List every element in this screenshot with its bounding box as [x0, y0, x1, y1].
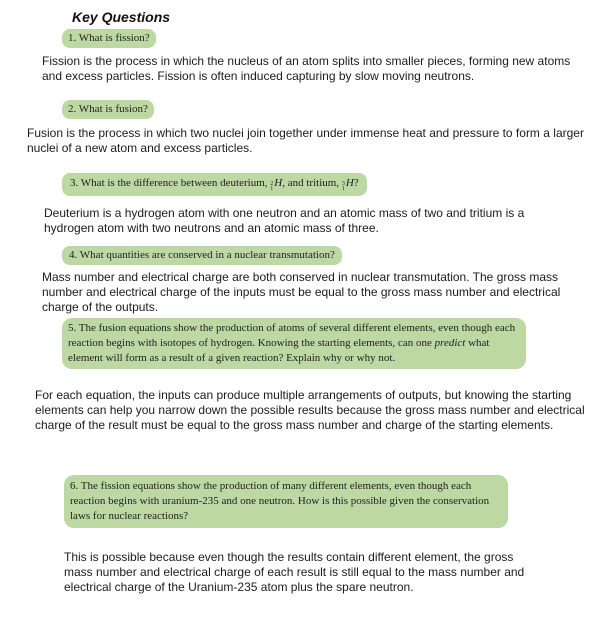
answer-3: Deuterium is a hydrogen atom with one neutron and an atomic mass of two and tritium is a hydrogen atom with two neutrons and an atomic mass of three.	[44, 206, 525, 235]
answer-1: Fission is the process in which the nucleus of an atom splits into smaller pieces, forming new atoms and excess particles. Fission is often induced capturing by slow moving neutrons.	[42, 54, 571, 83]
answer-5: For each equation, the inputs can produce multiple arrangements of outputs, but knowing the starting elements can help you narrow down the possible results because the gross mass number and electrical charge of the result must be equal to the gross mass number and charge of the starting elements.	[35, 388, 585, 432]
question-5-emphasis: predict	[434, 337, 466, 349]
question-3-text-a: 3. What is the difference between deuterium,	[70, 177, 268, 189]
question-1: 1. What is fission?	[62, 29, 156, 48]
question-3-text-c: ?	[353, 177, 359, 189]
page-title: Key Questions	[72, 9, 171, 25]
deuterium-letter: H	[274, 177, 283, 189]
question-3	[62, 173, 367, 196]
question-4: 4. What quantities are conserved in a nuclear transmutation?	[62, 246, 342, 265]
question-5-text-b: what element will form as a result of a given reaction? Explain why or why not.	[68, 337, 490, 364]
answer-2: Fusion is the process in which two nuclei join together under immense heat and pressure to form a larger nuclei of a new atom and excess particles.	[27, 126, 584, 155]
question-5	[62, 318, 526, 369]
deuterium-atomic: 1	[270, 186, 274, 192]
tritium-letter: H	[345, 177, 354, 189]
deuterium-symbol	[270, 176, 282, 193]
question-6: 6. The fission equations show the production of many different elements, even though each reaction begins with uranium-235 and one neutron. How is this possible given the conservation laws for nuclear reactions?	[64, 475, 508, 528]
tritium-mass: 3	[341, 181, 345, 187]
tritium-atomic: 1	[341, 186, 345, 192]
question-5-text-a: 5. The fusion equations show the production of atoms of several different elements, even though each reaction begins with isotopes of hydrogen. Knowing the starting elements, can one	[68, 322, 516, 349]
answer-4: Mass number and electrical charge are both conserved in nuclear transmutation. The gross mass number and electrical charge of the inputs must be equal to the gross mass number and electrical charge of the outputs.	[42, 270, 561, 314]
deuterium-mass: 2	[270, 181, 274, 187]
question-3-text-b: , and tritium,	[282, 177, 340, 189]
question-2: 2. What is fusion?	[62, 100, 154, 119]
tritium-symbol	[342, 176, 354, 193]
answer-6: This is possible because even though the results contain different element, the gross mass number and electrical charge of each result is still equal to the mass number and electrical charge of the Uranium-235 atom plus the spare neutron.	[64, 550, 525, 594]
